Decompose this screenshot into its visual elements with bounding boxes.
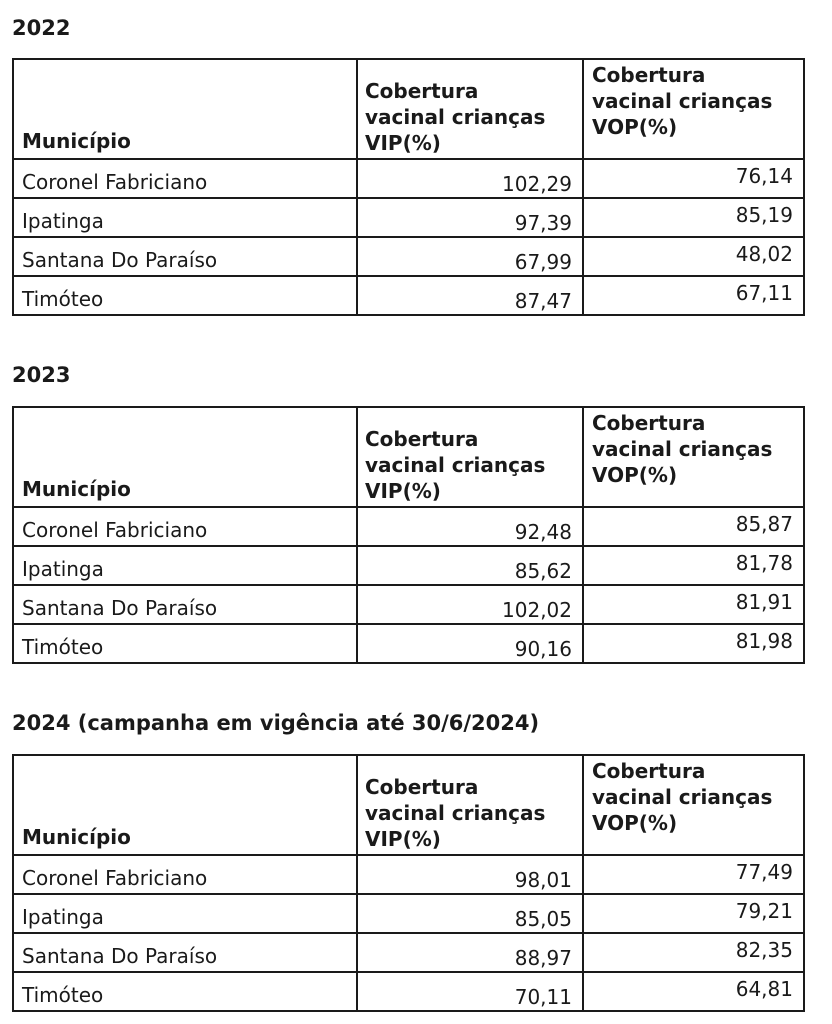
cell-vop: 77,49	[583, 855, 804, 894]
header-vop-line-2: vacinal crianças	[592, 89, 773, 113]
cell-vip: 90,16	[357, 624, 583, 663]
cell-municipio: Ipatinga	[13, 894, 357, 933]
cell-municipio: Timóteo	[13, 624, 357, 663]
cell-vip: 97,39	[357, 198, 583, 237]
cell-vip: 102,02	[357, 585, 583, 624]
header-vip	[357, 59, 583, 159]
cell-vop: 64,81	[583, 972, 804, 1011]
table-row	[13, 159, 804, 198]
section-title-2024: 2024 (campanha em vigência até 30/6/2024)	[12, 711, 540, 735]
coverage-table-2024	[12, 754, 805, 1012]
header-vip-line-3: VIP(%)	[365, 131, 441, 155]
cell-vop: 79,21	[583, 894, 804, 933]
cell-vip: 85,62	[357, 546, 583, 585]
coverage-table-2022	[12, 58, 805, 316]
header-vip-line-1: Cobertura	[365, 775, 479, 799]
cell-vip: 92,48	[357, 507, 583, 546]
header-vip-line-3: VIP(%)	[365, 827, 441, 851]
cell-vip: 102,29	[357, 159, 583, 198]
header-vip-line-3: VIP(%)	[365, 479, 441, 503]
cell-vip: 87,47	[357, 276, 583, 315]
cell-municipio: Ipatinga	[13, 198, 357, 237]
cell-vip: 85,05	[357, 894, 583, 933]
table-row	[13, 198, 804, 237]
table-header-row	[13, 407, 804, 507]
table-row	[13, 546, 804, 585]
cell-vip: 70,11	[357, 972, 583, 1011]
header-vop-line-1: Cobertura	[592, 63, 706, 87]
header-vop	[583, 59, 804, 159]
table-row	[13, 237, 804, 276]
section-title-2022: 2022	[12, 16, 71, 40]
header-vop-line-1: Cobertura	[592, 411, 706, 435]
header-municipio: Município	[13, 755, 357, 855]
header-vip	[357, 407, 583, 507]
header-vop-line-3: VOP(%)	[592, 463, 678, 487]
table-row	[13, 894, 804, 933]
table-row	[13, 276, 804, 315]
cell-municipio: Timóteo	[13, 972, 357, 1011]
cell-vop: 76,14	[583, 159, 804, 198]
table-header-row	[13, 59, 804, 159]
cell-municipio: Coronel Fabriciano	[13, 507, 357, 546]
header-vop	[583, 755, 804, 855]
table-header-row	[13, 755, 804, 855]
header-vop-line-2: vacinal crianças	[592, 437, 773, 461]
cell-vop: 81,78	[583, 546, 804, 585]
header-vop-line-2: vacinal crianças	[592, 785, 773, 809]
cell-municipio: Santana Do Paraíso	[13, 585, 357, 624]
cell-vip: 98,01	[357, 855, 583, 894]
header-vip-line-1: Cobertura	[365, 427, 479, 451]
table-row	[13, 855, 804, 894]
table-row	[13, 972, 804, 1011]
cell-vop: 67,11	[583, 276, 804, 315]
table-row	[13, 585, 804, 624]
header-vip-line-2: vacinal crianças	[365, 801, 546, 825]
header-municipio: Município	[13, 407, 357, 507]
cell-municipio: Santana Do Paraíso	[13, 237, 357, 276]
cell-vip: 67,99	[357, 237, 583, 276]
cell-vop: 85,87	[583, 507, 804, 546]
table-row	[13, 933, 804, 972]
header-vop	[583, 407, 804, 507]
header-vip-line-2: vacinal crianças	[365, 453, 546, 477]
table-row	[13, 624, 804, 663]
cell-vop: 81,98	[583, 624, 804, 663]
header-vip-line-2: vacinal crianças	[365, 105, 546, 129]
cell-municipio: Timóteo	[13, 276, 357, 315]
cell-vop: 48,02	[583, 237, 804, 276]
section-title-2023: 2023	[12, 363, 71, 387]
cell-vip: 88,97	[357, 933, 583, 972]
cell-municipio: Santana Do Paraíso	[13, 933, 357, 972]
cell-vop: 82,35	[583, 933, 804, 972]
header-vop-line-3: VOP(%)	[592, 811, 678, 835]
cell-vop: 85,19	[583, 198, 804, 237]
table-row	[13, 507, 804, 546]
header-vip-line-1: Cobertura	[365, 79, 479, 103]
header-vop-line-1: Cobertura	[592, 759, 706, 783]
cell-municipio: Coronel Fabriciano	[13, 855, 357, 894]
header-municipio: Município	[13, 59, 357, 159]
cell-municipio: Coronel Fabriciano	[13, 159, 357, 198]
coverage-table-2023	[12, 406, 805, 664]
header-vip	[357, 755, 583, 855]
cell-vop: 81,91	[583, 585, 804, 624]
cell-municipio: Ipatinga	[13, 546, 357, 585]
header-vop-line-3: VOP(%)	[592, 115, 678, 139]
